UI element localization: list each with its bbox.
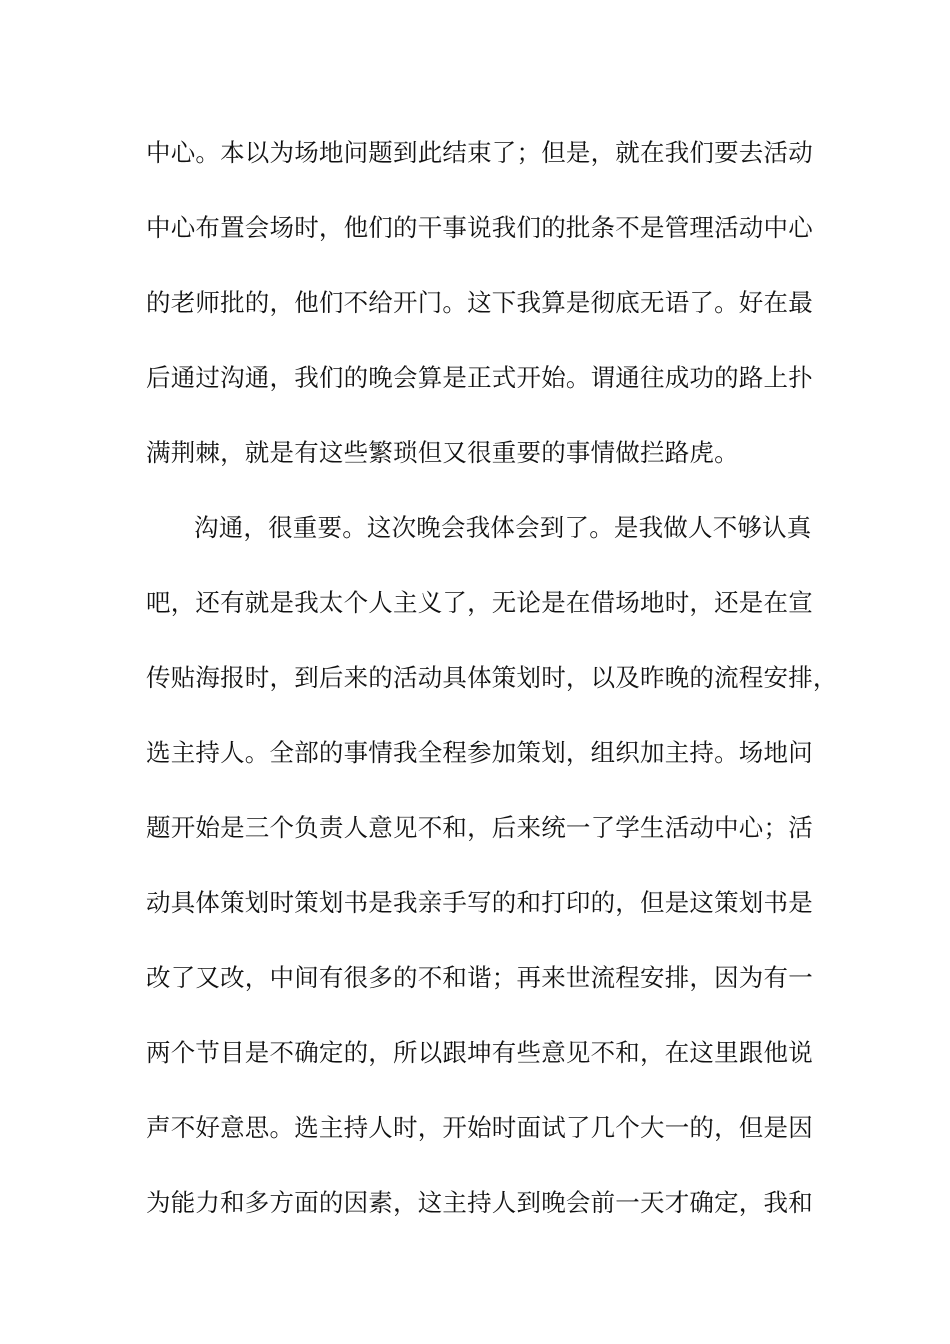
text-line: 的老师批的，他们不给开门。这下我算是彻底无语了。好在最 bbox=[146, 288, 813, 317]
text-line: 动具体策划时策划书是我亲手写的和打印的，但是这策划书是 bbox=[146, 888, 813, 917]
text-line: 传贴海报时，到后来的活动具体策划时，以及昨晚的流程安排， bbox=[146, 663, 838, 692]
text-line: 满荆棘，就是有这些繁琐但又很重要的事情做拦路虎。 bbox=[146, 438, 739, 467]
text-line: 题开始是三个负责人意见不和，后来统一了学生活动中心；活 bbox=[146, 813, 813, 842]
text-line: 选主持人。全部的事情我全程参加策划，组织加主持。场地问 bbox=[146, 738, 813, 767]
paragraph-start-line: 沟通，很重要。这次晚会我体会到了。是我做人不够认真 bbox=[194, 513, 812, 542]
text-line: 改了又改，中间有很多的不和谐；再来世流程安排，因为有一 bbox=[146, 963, 813, 992]
text-line: 两个节目是不确定的，所以跟坤有些意见不和，在这里跟他说 bbox=[146, 1038, 813, 1067]
text-line: 吧，还有就是我太个人主义了，无论是在借场地时，还是在宣 bbox=[146, 588, 813, 617]
text-line: 后通过沟通，我们的晚会算是正式开始。谓通往成功的路上扑 bbox=[146, 363, 813, 392]
text-line: 声不好意思。选主持人时，开始时面试了几个大一的，但是因 bbox=[146, 1113, 813, 1142]
text-line: 中心布置会场时，他们的干事说我们的批条不是管理活动中心 bbox=[146, 213, 813, 242]
text-line: 中心。本以为场地问题到此结束了；但是，就在我们要去活动 bbox=[146, 138, 813, 167]
text-line: 为能力和多方面的因素，这主持人到晚会前一天才确定，我和 bbox=[146, 1188, 813, 1217]
